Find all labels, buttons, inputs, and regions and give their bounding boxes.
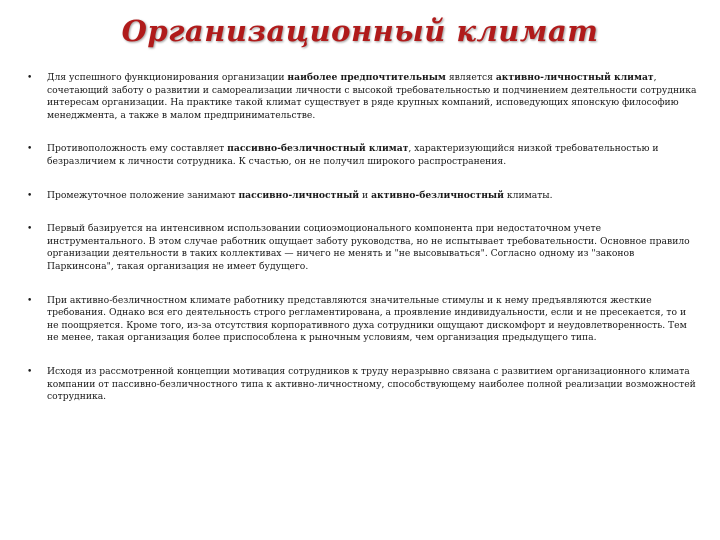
bullet-item	[24, 190, 700, 203]
bullet-text-bold: пассивно-безличностный климат	[227, 143, 409, 155]
bullet-text-bold: активно-личностный климат	[495, 72, 654, 83]
bullet-item	[24, 143, 700, 168]
bullet-dot-icon: •	[27, 190, 33, 201]
bullet-item	[24, 366, 700, 404]
bullet-text: Первый базируется на интенсивном использовании социоэмоционального компонента при недостаточном учете инструментального. В этом случае работник ощущает заботу руководства, но не испытывает требовательности. Основное правило организации деятельности в таких коллективах — ничего не менять и "не высовываться". Согласно одному из "законов Паркинсона", такая организация не имеет будущего.	[47, 223, 690, 272]
bullet-item	[24, 72, 700, 122]
bullet-text: и	[359, 189, 372, 201]
bullet-dot-icon: •	[27, 144, 33, 155]
bullet-text: , сочетающий заботу о развитии и самореализации личности с высокой требовательностью и подчинением деятельности сотрудника интересам организации. На практике такой климат существует в ряде крупных компаний, исповедующих японскую философию менеджмента, а также в малом предпринимательстве.	[47, 72, 697, 121]
bullet-text-bold: пассивно-личностный	[238, 189, 360, 201]
bullet-text: Исходя из рассмотренной концепции мотивация сотрудников к труду неразрывно связана с развитием организационного климата компании от пассивно-безличностного типа к активно-личностному, способствующему наиболее полной реализации возможностей сотрудника.	[47, 365, 696, 403]
bullet-text: Противоположность ему составляет	[47, 143, 228, 155]
bullet-item	[24, 295, 700, 345]
bullet-text-bold: наиболее предпочтительным	[287, 72, 446, 83]
bullet-dot-icon: •	[27, 295, 33, 306]
bullet-dot-icon: •	[27, 224, 33, 235]
bullet-text: является	[445, 72, 496, 83]
bullet-text: Промежуточное положение занимают	[47, 189, 239, 201]
slide-title: Организационный климат	[121, 14, 599, 48]
bullet-text-bold: активно-безличностный	[371, 189, 504, 201]
bullet-text: Для успешного функционирования организации	[47, 72, 288, 83]
bullet-dot-icon: •	[27, 366, 33, 377]
bullet-item	[24, 223, 700, 273]
bullet-text: , характеризующийся низкой требовательностью и безразличием к личности сотрудника. К счастью, он не получил широкого распространения.	[47, 143, 659, 167]
bullet-list	[24, 72, 700, 404]
bullet-dot-icon: •	[27, 73, 33, 83]
bullet-text: климаты.	[503, 189, 553, 201]
bullet-text: При активно-безличностном климате работнику представляются значительные стимулы и к нему предъявляются жесткие требования. Однако вся его деятельность строго регламентирована, а проявление индивидуальности, если и не пресекается, то и не поощряется. Кроме того, из-за отсутствия корпоративного духа сотрудники ощущают дискомфорт и неудовлетворенность. Тем не менее, такая организация более приспособлена к рыночным условиям, чем организация предыдущего типа.	[47, 294, 687, 344]
